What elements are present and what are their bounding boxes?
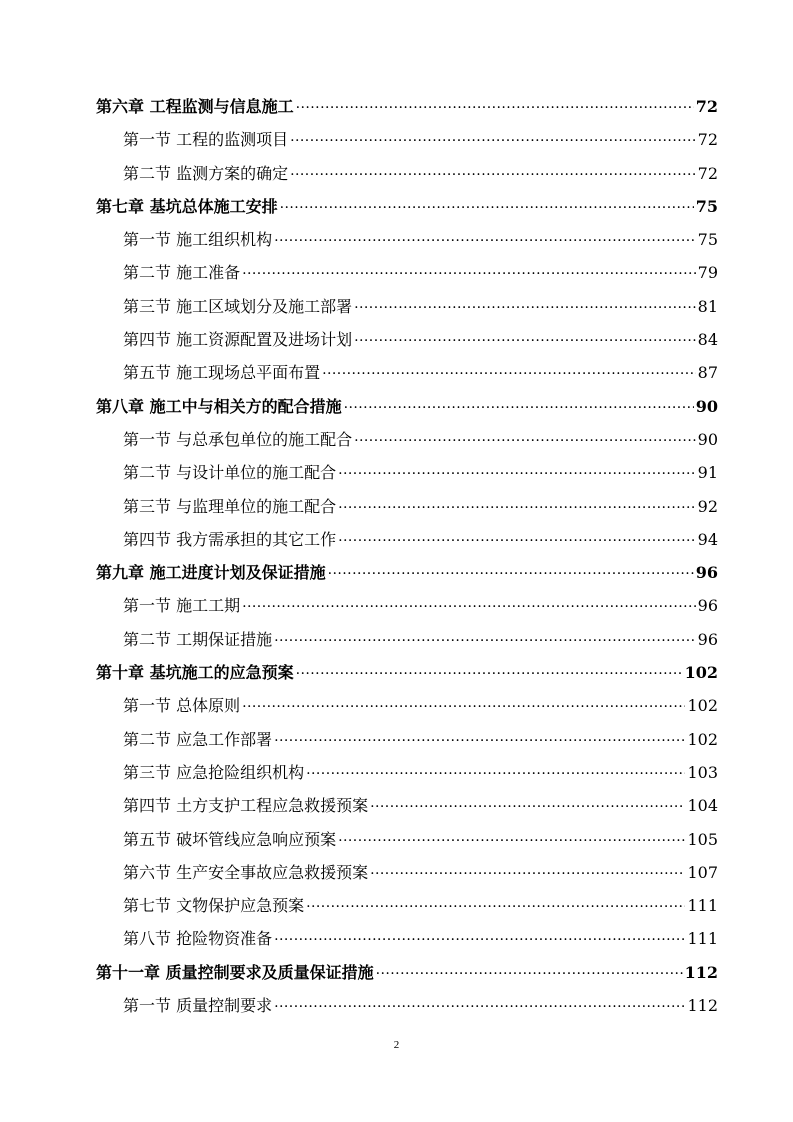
dot-leader	[354, 329, 696, 345]
dot-leader	[290, 129, 696, 145]
dot-leader	[338, 829, 685, 845]
toc-entry-label: 第一节 施工组织机构	[123, 230, 273, 250]
toc-section-entry[interactable]	[96, 523, 718, 556]
toc-section-entry[interactable]	[96, 689, 718, 722]
dot-leader	[354, 296, 696, 312]
toc-section-entry[interactable]	[96, 789, 718, 822]
toc-section-entry[interactable]	[96, 889, 718, 922]
toc-entry-label: 第八章 施工中与相关方的配合措施	[96, 396, 342, 416]
toc-entry-page: 75	[695, 196, 718, 216]
table-of-contents	[96, 90, 718, 1022]
toc-entry-label: 第五节 施工现场总平面布置	[123, 363, 321, 383]
toc-entry-label: 第四节 施工资源配置及进场计划	[123, 330, 353, 350]
toc-section-entry[interactable]	[96, 123, 718, 156]
toc-entry-page: 84	[697, 330, 718, 350]
toc-entry-label: 第七节 文物保护应急预案	[123, 896, 305, 916]
toc-entry-label: 第一节 总体原则	[123, 696, 241, 716]
dot-leader	[296, 96, 694, 112]
toc-chapter-entry[interactable]	[96, 190, 718, 223]
toc-entry-label: 第五节 破坏管线应急响应预案	[123, 829, 337, 849]
dot-leader	[376, 962, 683, 978]
toc-entry-label: 第八节 抢险物资准备	[123, 929, 273, 949]
dot-leader	[338, 496, 696, 512]
toc-entry-page: 102	[684, 663, 718, 683]
toc-section-entry[interactable]	[96, 223, 718, 256]
toc-entry-label: 第一节 与总承包单位的施工配合	[123, 429, 353, 449]
toc-entry-page: 91	[697, 463, 718, 483]
toc-entry-label: 第十一章 质量控制要求及质量保证措施	[96, 962, 374, 982]
toc-entry-label: 第六章 工程监测与信息施工	[96, 97, 294, 116]
toc-entry-label: 第三节 与监理单位的施工配合	[123, 496, 337, 516]
toc-entry-label: 第六节 生产安全事故应急救援预案	[123, 862, 369, 882]
toc-entry-label: 第二节 应急工作部署	[123, 729, 273, 749]
toc-section-entry[interactable]	[96, 356, 718, 389]
toc-entry-page: 75	[697, 230, 718, 250]
dot-leader	[328, 562, 694, 578]
dot-leader	[296, 662, 683, 678]
dot-leader	[274, 995, 685, 1011]
toc-chapter-entry[interactable]	[96, 556, 718, 589]
toc-entry-page: 94	[697, 529, 718, 549]
toc-section-entry[interactable]	[96, 490, 718, 523]
toc-entry-page: 72	[695, 97, 718, 116]
toc-section-entry[interactable]	[96, 256, 718, 289]
dot-leader	[322, 362, 696, 378]
toc-entry-label: 第二节 监测方案的确定	[123, 163, 289, 183]
dot-leader	[274, 729, 685, 745]
toc-entry-page: 112	[684, 962, 718, 982]
toc-section-entry[interactable]	[96, 157, 718, 190]
toc-entry-page: 111	[687, 896, 718, 916]
dot-leader	[274, 629, 696, 645]
toc-entry-page: 102	[687, 696, 718, 716]
dot-leader	[242, 695, 685, 711]
toc-section-entry[interactable]	[96, 723, 718, 756]
toc-entry-page: 81	[697, 296, 718, 316]
toc-chapter-entry[interactable]	[96, 956, 718, 989]
toc-entry-page: 96	[697, 596, 718, 616]
toc-section-entry[interactable]	[96, 756, 718, 789]
toc-entry-label: 第一节 工程的监测项目	[123, 130, 289, 150]
dot-leader	[280, 196, 694, 212]
toc-entry-label: 第七章 基坑总体施工安排	[96, 196, 278, 216]
toc-entry-label: 第二节 与设计单位的施工配合	[123, 463, 337, 483]
toc-entry-page: 107	[687, 862, 718, 882]
toc-entry-page: 90	[695, 396, 718, 416]
toc-entry-page: 104	[687, 796, 718, 816]
toc-entry-page: 105	[687, 829, 718, 849]
toc-entry-page: 102	[687, 729, 718, 749]
dot-leader	[306, 762, 685, 778]
toc-entry-label: 第二节 工期保证措施	[123, 629, 273, 649]
toc-section-entry[interactable]	[96, 922, 718, 955]
toc-entry-page: 90	[697, 429, 718, 449]
toc-section-entry[interactable]	[96, 989, 718, 1022]
dot-leader	[338, 529, 696, 545]
toc-chapter-entry[interactable]	[96, 90, 718, 123]
dot-leader	[274, 229, 696, 245]
toc-entry-label: 第九章 施工进度计划及保证措施	[96, 563, 326, 583]
toc-entry-label: 第一节 施工工期	[123, 596, 241, 616]
dot-leader	[338, 462, 696, 478]
toc-entry-page: 87	[697, 363, 718, 383]
dot-leader	[370, 795, 685, 811]
toc-section-entry[interactable]	[96, 323, 718, 356]
dot-leader	[344, 396, 694, 412]
dot-leader	[290, 163, 696, 179]
toc-entry-page: 96	[695, 563, 718, 583]
toc-section-entry[interactable]	[96, 856, 718, 889]
toc-chapter-entry[interactable]	[96, 656, 718, 689]
toc-section-entry[interactable]	[96, 823, 718, 856]
toc-entry-label: 第二节 施工准备	[123, 263, 241, 283]
toc-entry-page: 112	[687, 996, 718, 1016]
toc-entry-page: 103	[687, 762, 718, 782]
toc-entry-page: 96	[697, 629, 718, 649]
toc-entry-label: 第三节 施工区域划分及施工部署	[123, 296, 353, 316]
toc-entry-label: 第十章 基坑施工的应急预案	[96, 663, 294, 683]
toc-entry-label: 第四节 我方需承担的其它工作	[123, 529, 337, 549]
dot-leader	[242, 262, 696, 278]
toc-entry-page: 79	[697, 263, 718, 283]
toc-entry-label: 第四节 土方支护工程应急救援预案	[123, 796, 369, 816]
toc-entry-page: 92	[697, 496, 718, 516]
dot-leader	[306, 895, 685, 911]
dot-leader	[242, 595, 696, 611]
toc-section-entry[interactable]	[96, 290, 718, 323]
toc-entry-page: 72	[697, 163, 718, 183]
toc-section-entry[interactable]	[96, 623, 718, 656]
toc-entry-label: 第一节 质量控制要求	[123, 996, 273, 1016]
dot-leader	[274, 928, 685, 944]
page-number: 2	[393, 1039, 400, 1051]
toc-section-entry[interactable]	[96, 423, 718, 456]
toc-entry-label: 第三节 应急抢险组织机构	[123, 762, 305, 782]
toc-section-entry[interactable]	[96, 456, 718, 489]
toc-chapter-entry[interactable]	[96, 390, 718, 423]
toc-section-entry[interactable]	[96, 589, 718, 622]
dot-leader	[354, 429, 696, 445]
toc-entry-page: 111	[687, 929, 718, 949]
toc-entry-page: 72	[697, 130, 718, 150]
dot-leader	[370, 862, 685, 878]
